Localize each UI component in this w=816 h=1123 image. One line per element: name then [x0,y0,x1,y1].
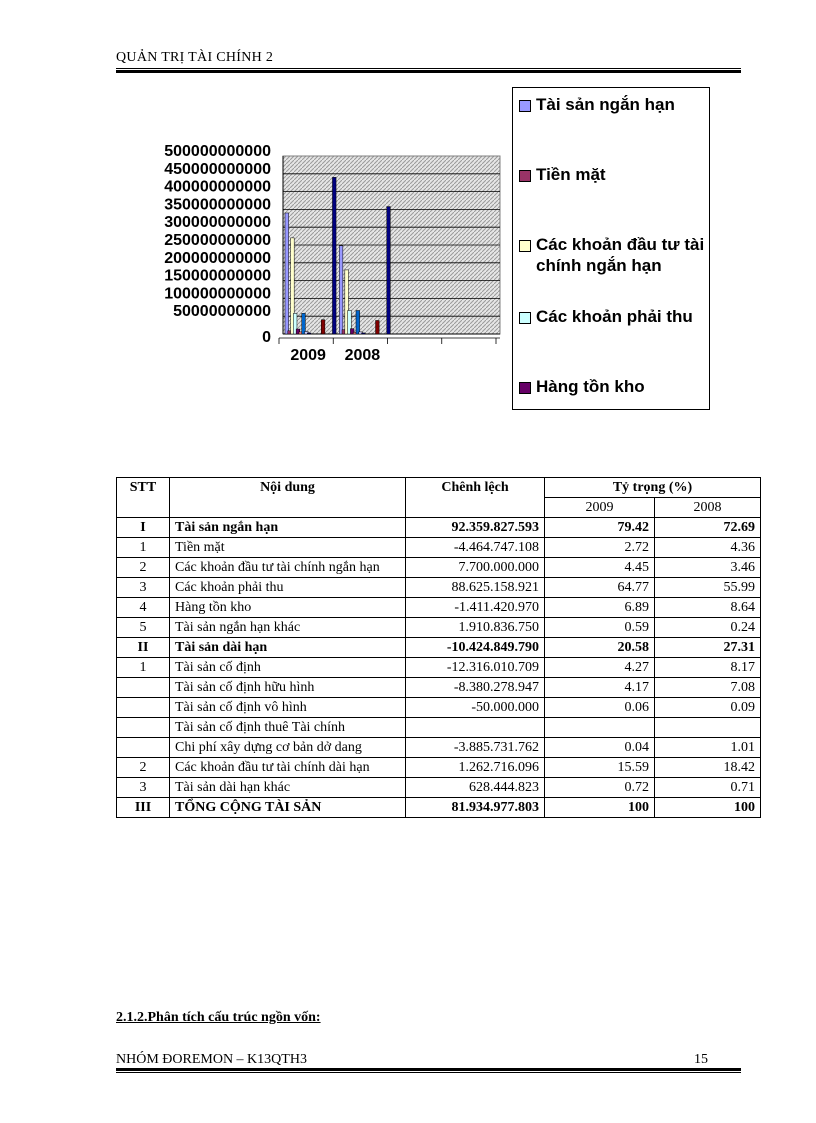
cell-diff: 81.934.977.803 [406,798,545,818]
cell-2008: 8.17 [655,658,761,678]
cell-content: Tài sản dài hạn [170,638,406,658]
cell-stt: 3 [117,778,170,798]
cell-2008: 3.46 [655,558,761,578]
table-row [117,698,761,718]
cell-2009: 4.27 [545,658,655,678]
cell-2008: 18.42 [655,758,761,778]
cell-2009: 0.59 [545,618,655,638]
table-row [117,518,761,538]
cell-diff: 7.700.000.000 [406,558,545,578]
legend-label: Các khoản phải thu [536,307,693,326]
cell-stt: 1 [117,538,170,558]
cell-stt: 4 [117,598,170,618]
bar [387,207,391,334]
table-row [117,798,761,818]
cell-stt: 2 [117,758,170,778]
bar [376,320,380,334]
table-row [117,558,761,578]
x-tick-label: 2008 [344,347,381,364]
legend-swatch [519,240,531,252]
cell-diff: 628.444.823 [406,778,545,798]
cell-diff: -4.464.747.108 [406,538,545,558]
page-header-title: QUẢN TRỊ TÀI CHÍNH 2 [116,50,274,65]
cell-2008: 7.08 [655,678,761,698]
cell-2009: 4.17 [545,678,655,698]
cell-stt [117,738,170,758]
legend-label: Tài sản ngắn hạn [536,95,675,114]
cell-stt: 2 [117,558,170,578]
cell-2009: 0.04 [545,738,655,758]
legend-item-short-term-investments [519,234,709,276]
bar [339,246,343,334]
cell-2009: 15.59 [545,758,655,778]
cell-content: TỔNG CỘNG TÀI SẢN [170,798,406,818]
table-row [117,658,761,678]
legend-swatch [519,312,531,324]
table-row [117,638,761,658]
y-tick-label: 450000000000 [164,160,271,178]
cell-content: Tiền mặt [170,538,406,558]
cell-2009: 79.42 [545,518,655,538]
header-rule [116,68,741,74]
cell-2008: 100 [655,798,761,818]
cell-2008: 55.99 [655,578,761,598]
cell-diff: 1.262.716.096 [406,758,545,778]
bar [321,320,325,334]
table-row [117,578,761,598]
cell-2009: 20.58 [545,638,655,658]
cell-content: Các khoản đầu tư tài chính dài hạn [170,758,406,778]
y-tick-label: 100000000000 [164,285,271,303]
cell-content: Tài sản cố định hữu hình [170,678,406,698]
bar [332,177,336,334]
legend-swatch [519,100,531,112]
bar [302,313,306,334]
cell-stt [117,698,170,718]
cell-2008: 0.09 [655,698,761,718]
col-header-diff: Chênh lệch [406,478,545,518]
table-row [117,718,761,738]
cell-diff: 1.910.836.750 [406,618,545,638]
cell-2009: 4.45 [545,558,655,578]
table-row [117,758,761,778]
table-row [117,538,761,558]
cell-diff: -50.000.000 [406,698,545,718]
cell-diff: -10.424.849.790 [406,638,545,658]
cell-2009: 2.72 [545,538,655,558]
col-header-2009: 2009 [545,498,655,518]
cell-2009: 64.77 [545,578,655,598]
footer-page-number: 15 [694,1052,708,1067]
footer-group-name: NHÓM ĐOREMON – K13QTH3 [116,1052,307,1067]
y-tick-label: 300000000000 [164,214,271,232]
legend-item-cash [519,164,709,185]
cell-2008: 0.24 [655,618,761,638]
bar [356,311,360,334]
cell-content: Tài sản cố định thuê Tài chính [170,718,406,738]
cell-stt: I [117,518,170,538]
cell-diff: 88.625.158.921 [406,578,545,598]
y-tick-label: 50000000000 [173,303,271,321]
legend-item-inventory [519,376,709,397]
cell-2009: 6.89 [545,598,655,618]
bar [285,213,289,334]
table-row [117,618,761,638]
cell-2008: 27.31 [655,638,761,658]
cell-2008: 1.01 [655,738,761,758]
bar [307,333,311,334]
legend-swatch [519,170,531,182]
cell-diff: 92.359.827.593 [406,518,545,538]
y-tick-label: 350000000000 [164,196,271,214]
legend-label: Các khoản đầu tư tài chính ngắn hạn [536,235,705,275]
y-tick-label: 0 [262,329,271,346]
legend-item-receivables [519,306,709,327]
x-tick-label: 2009 [290,347,326,364]
section-heading: 2.1.2.Phân tích cấu trúc ngồn vốn: [116,1010,321,1025]
table-row [117,678,761,698]
table-row [117,598,761,618]
cell-2008: 0.71 [655,778,761,798]
cell-2009 [545,718,655,738]
cell-content: Tài sản dài hạn khác [170,778,406,798]
bar [362,333,366,334]
cell-2008 [655,718,761,738]
cell-content: Tài sản ngắn hạn [170,518,406,538]
cell-stt: 3 [117,578,170,598]
cell-content: Các khoản phải thu [170,578,406,598]
table-row [117,778,761,798]
cell-content: Tài sản ngắn hạn khác [170,618,406,638]
asset-structure-table [116,477,761,818]
col-header-ratio: Tỷ trọng (%) [545,478,761,498]
cell-stt [117,678,170,698]
cell-2009: 100 [545,798,655,818]
y-tick-label: 400000000000 [164,178,271,196]
legend-swatch [519,382,531,394]
col-header-stt: STT [117,478,170,518]
cell-content: Hàng tồn kho [170,598,406,618]
y-tick-label: 250000000000 [164,232,271,249]
cell-2008: 8.64 [655,598,761,618]
y-tick-label: 500000000000 [164,143,271,160]
cell-content: Tài sản cố định vô hình [170,698,406,718]
legend-label: Hàng tồn kho [536,377,645,396]
legend-item-short-term-assets [519,94,709,115]
cell-2008: 4.36 [655,538,761,558]
cell-diff: -12.316.010.709 [406,658,545,678]
footer-rule [116,1068,741,1074]
cell-content: Tài sản cố định [170,658,406,678]
col-header-2008: 2008 [655,498,761,518]
cell-diff [406,718,545,738]
cell-content: Chi phí xây dựng cơ bản dở dang [170,738,406,758]
cell-2009: 0.06 [545,698,655,718]
cell-diff: -1.411.420.970 [406,598,545,618]
cell-2009: 0.72 [545,778,655,798]
cell-stt: II [117,638,170,658]
cell-stt [117,718,170,738]
cell-diff: -3.885.731.762 [406,738,545,758]
table-row [117,738,761,758]
cell-diff: -8.380.278.947 [406,678,545,698]
y-tick-label: 200000000000 [164,249,271,267]
chart-legend [512,87,710,410]
legend-label: Tiền mặt [536,165,606,184]
cell-stt: 5 [117,618,170,638]
cell-stt: III [117,798,170,818]
cell-stt: 1 [117,658,170,678]
cell-content: Các khoản đầu tư tài chính ngắn hạn [170,558,406,578]
y-tick-label: 150000000000 [164,267,271,285]
cell-2008: 72.69 [655,518,761,538]
col-header-content: Nội dung [170,478,406,518]
table-header-row [117,478,761,498]
